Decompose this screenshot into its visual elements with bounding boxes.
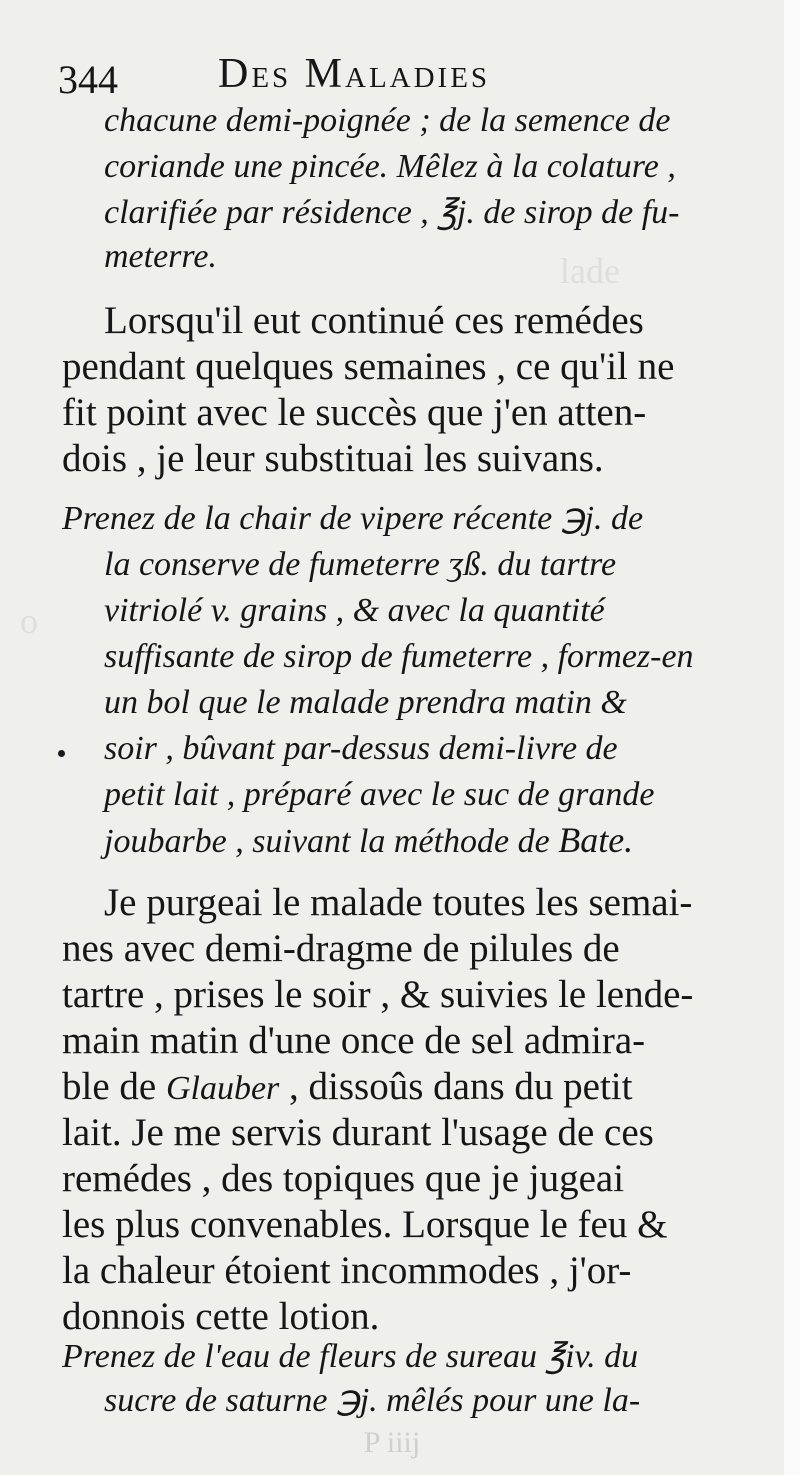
recipe-line — [104, 818, 633, 863]
paragraph-line: nes avec demi-dragme de pilules de — [62, 927, 620, 970]
recipe-line: chacune demi-poignée ; de la semence de — [104, 102, 671, 139]
recipe-line: clarifiée par résidence , ℥j. de sirop de fu- — [104, 194, 680, 231]
show-through-text: o — [20, 601, 38, 641]
page-number: 344 — [58, 57, 118, 102]
paragraph-line: donnois cette lotion. — [62, 1295, 380, 1338]
glauber-name: Glauber — [165, 1070, 280, 1107]
recipe-line: Prenez de l'eau de fleurs de sureau ℥iv. du — [62, 1338, 639, 1375]
margin-dot — [58, 750, 65, 757]
signature-mark: P iiij — [363, 1426, 421, 1459]
running-head — [58, 50, 758, 102]
paragraph-line: dois , je leur substituai les suivans. — [62, 437, 604, 480]
recipe-line: Prenez de la chair de vipere récente ℈j. de — [62, 500, 644, 537]
recipe-line-text: joubarbe , suivant la méthode de — [104, 823, 550, 860]
recipe-line: la conserve de fumeterre ʒß. du tartre — [104, 546, 617, 583]
paragraph-line: Lorsqu'il eut continué ces remédes — [104, 299, 644, 342]
paragraph-line: la chaleur étoient incommodes , j'or- — [62, 1249, 632, 1292]
paragraph-line: fit point avec le succès que j'en atten- — [62, 391, 647, 434]
recipe-line: coriande une pincée. Mêlez à la colature , — [104, 148, 676, 185]
recipe-line: un bol que le malade prendra matin & — [104, 684, 627, 721]
paragraph-line: Je purgeai le malade toutes les semai- — [104, 881, 693, 924]
recipe-line: meterre. — [104, 238, 217, 275]
paragraph-line: tartre , prises le soir , & suivies le lende- — [62, 973, 694, 1016]
paragraph-line — [62, 1064, 632, 1110]
paragraph-line: main matin d'une once de sel admira- — [62, 1019, 646, 1062]
recipe-line: petit lait , préparé avec le suc de grande — [104, 776, 655, 813]
recipe-line: vitriolé v. grains , & avec la quantité — [104, 592, 605, 629]
paragraph-line: pendant quelques semaines , ce qu'il ne — [62, 345, 675, 388]
paragraph-text: ble de — [62, 1065, 166, 1108]
paragraph-line: les plus convenables. Lorsque le feu & — [62, 1203, 668, 1246]
paragraph-text: , dissoûs dans du petit — [279, 1065, 633, 1108]
paragraph-line: lait. Je me servis durant l'usage de ces — [62, 1111, 654, 1154]
page-edge — [784, 0, 800, 1475]
author-name: Bate. — [558, 820, 634, 860]
recipe-line: soir , bûvant par-dessus demi-livre de — [104, 730, 618, 767]
recipe-line: sucre de saturne ℈j. mêlés pour une la- — [104, 1382, 641, 1419]
running-title: Des Maladies — [218, 51, 491, 97]
show-through-text: lade — [560, 251, 620, 291]
paragraph-line: remédes , des topiques que je jugeai — [62, 1157, 625, 1200]
recipe-line: suffisante de sirop de fumeterre , formez-en — [104, 638, 694, 675]
